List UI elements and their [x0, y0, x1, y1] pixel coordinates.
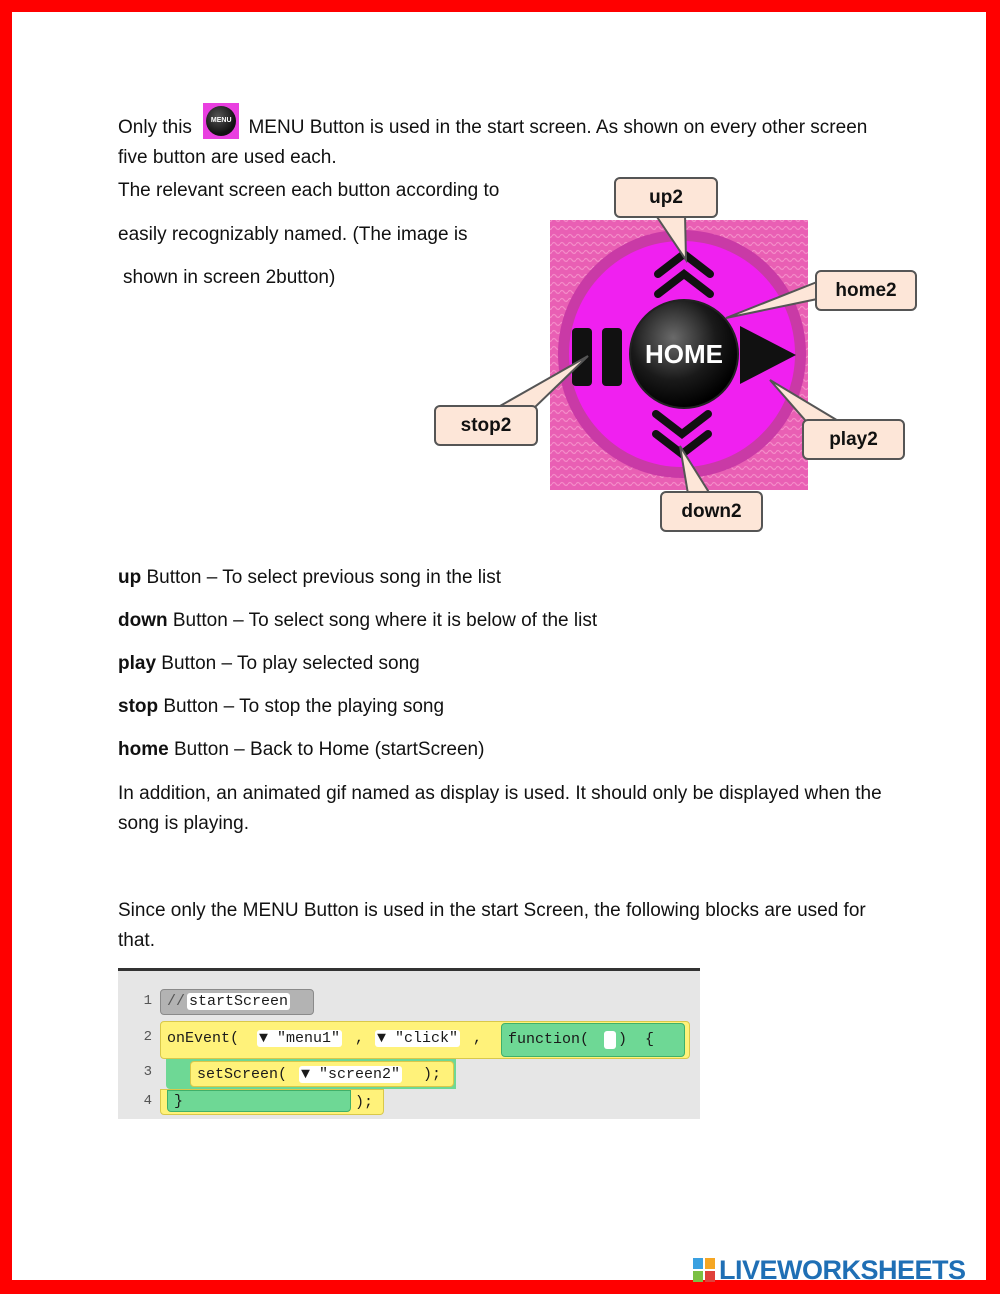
logo-icon [693, 1258, 715, 1282]
on-event-keyword: onEvent( [167, 1030, 240, 1047]
comment-text: startScreen [189, 993, 289, 1010]
screen2-argument[interactable]: ▼ "screen2" [301, 1066, 401, 1083]
code-block-editor [118, 968, 700, 1119]
callout-home: home2 [815, 270, 917, 311]
callout-play: play2 [802, 419, 905, 460]
parameter-slot[interactable] [604, 1031, 616, 1049]
set-screen-block[interactable] [190, 1061, 454, 1087]
button-desc-text: Button – To play selected song [156, 653, 420, 674]
description-line-3: shown in screen 2button) [123, 267, 336, 288]
button-desc-stop [118, 692, 888, 722]
intro-text-end: MENU Button is used in the start screen. As shown on every other screen five button are used each. [118, 117, 868, 168]
comma: , [473, 1030, 483, 1047]
button-name: down [118, 610, 168, 631]
on-event-block[interactable] [160, 1021, 690, 1059]
function-body [166, 1059, 456, 1089]
function-close: ) { [618, 1031, 655, 1048]
callout-up: up2 [614, 177, 718, 218]
screen2-string: "screen2" [319, 1066, 401, 1083]
menu1-string: "menu1" [277, 1030, 341, 1047]
function-close-block [167, 1090, 351, 1112]
intro-text-start: Only this [118, 117, 198, 138]
callout-stop: stop2 [434, 405, 538, 446]
function-keyword: function( [508, 1031, 590, 1048]
button-desc-text: Button – To select song where it is below of the list [167, 610, 598, 631]
button-desc-down [118, 606, 888, 636]
set-screen-keyword: setScreen( [197, 1066, 288, 1083]
addition-paragraph: In addition, an animated gif named as display is used. It should only be displayed when the song is playing. [118, 783, 882, 834]
close-brace: } [174, 1093, 184, 1110]
button-desc-text: Button – To select previous song in the list [141, 567, 502, 588]
button-name: stop [118, 696, 159, 717]
button-name: home [118, 739, 169, 760]
button-desc-up [118, 563, 888, 593]
home-button-label: HOME [645, 339, 723, 369]
menu1-argument[interactable]: ▼ "menu1" [259, 1030, 341, 1047]
since-paragraph: Since only the MENU Button is used in the start Screen, the following blocks are used for that. [118, 900, 866, 951]
button-desc-text: Button – To stop the playing song [158, 696, 445, 717]
comment-block[interactable] [160, 989, 314, 1015]
button-name: play [118, 653, 157, 674]
liveworksheets-logo [693, 1256, 966, 1284]
button-desc-text: Button – Back to Home (startScreen) [168, 739, 485, 760]
line-number: 4 [143, 1093, 152, 1109]
description-line-2: easily recognizably named. (The image is [118, 224, 468, 245]
button-desc-play [118, 649, 888, 679]
line-number: 1 [143, 993, 152, 1009]
close-paren: ); [355, 1094, 374, 1111]
menu-icon-label: MENU [206, 106, 236, 136]
button-desc-home [118, 735, 888, 765]
on-event-close-block [160, 1089, 384, 1115]
button-name: up [118, 567, 142, 588]
click-argument[interactable]: ▼ "click" [377, 1030, 459, 1047]
set-screen-close: ); [423, 1066, 442, 1083]
comma: , [355, 1030, 365, 1047]
callout-down: down2 [660, 491, 763, 532]
logo-text: LIVEWORKSHEETS [719, 1254, 966, 1285]
line-number: 2 [143, 1029, 152, 1045]
function-block[interactable] [501, 1023, 685, 1057]
line-number: 3 [143, 1064, 152, 1080]
comment-slashes: // [167, 993, 186, 1010]
click-string: "click" [395, 1030, 459, 1047]
description-line-1: The relevant screen each button according to [118, 180, 500, 201]
